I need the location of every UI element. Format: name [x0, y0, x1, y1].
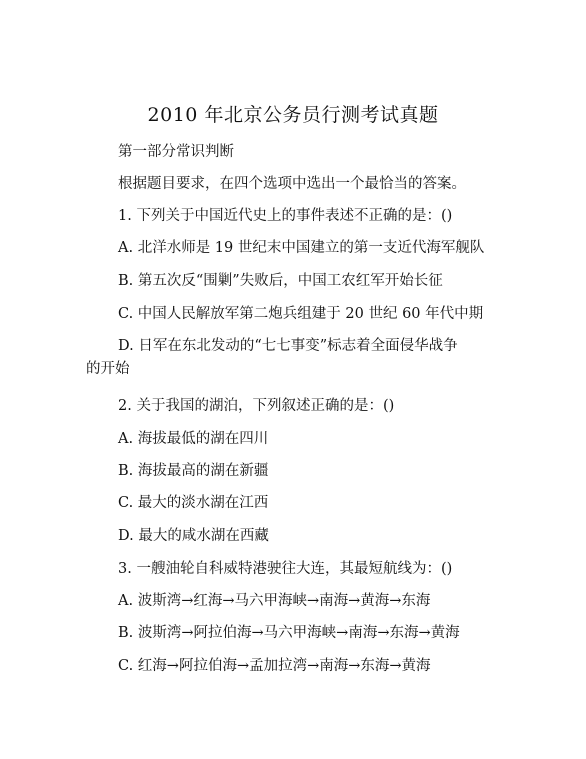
question-2-option-d: D. 最大的咸水湖在西藏	[118, 528, 269, 544]
question-1-option-c: C. 中国人民解放军第二炮兵组建于 20 世纪 60 年代中期	[118, 306, 484, 322]
question-1-option-a: A. 北洋水师是 19 世纪末中国建立的第一支近代海军舰队	[118, 240, 485, 256]
question-3-option-c: C. 红海→阿拉伯海→孟加拉湾→南海→东海→黄海	[118, 658, 431, 674]
question-3-option-b: B. 波斯湾→阿拉伯海→马六甲海峡→南海→东海→黄海	[118, 625, 460, 641]
question-1-option-d-continuation: 的开始	[86, 361, 130, 377]
question-2-option-b: B. 海拔最高的湖在新疆	[118, 463, 269, 479]
question-2-option-c: C. 最大的淡水湖在江西	[118, 495, 269, 511]
question-2-stem: 2. 关于我国的湖泊，下列叙述正确的是：()	[118, 398, 395, 414]
question-1-option-b: B. 第五次反“围剿”失败后，中国工农红军开始长征	[118, 273, 443, 289]
question-1-option-d: D. 日军在东北发动的“七七事变”标志着全面侵华战争	[118, 338, 458, 354]
question-3-option-a: A. 波斯湾→红海→马六甲海峡→南海→黄海→东海	[118, 593, 431, 609]
question-2-option-a: A. 海拔最低的湖在四川	[118, 431, 269, 447]
instructions-text: 根据题目要求，在四个选项中选出一个最恰当的答案。	[118, 176, 466, 192]
document-title: 2010 年北京公务员行测考试真题	[147, 104, 439, 126]
section-heading: 第一部分常识判断	[118, 144, 234, 160]
question-3-stem: 3. 一艘油轮自科威特港驶往大连，其最短航线为：()	[118, 561, 453, 577]
question-1-stem: 1. 下列关于中国近代史上的事件表述不正确的是：()	[118, 208, 453, 224]
